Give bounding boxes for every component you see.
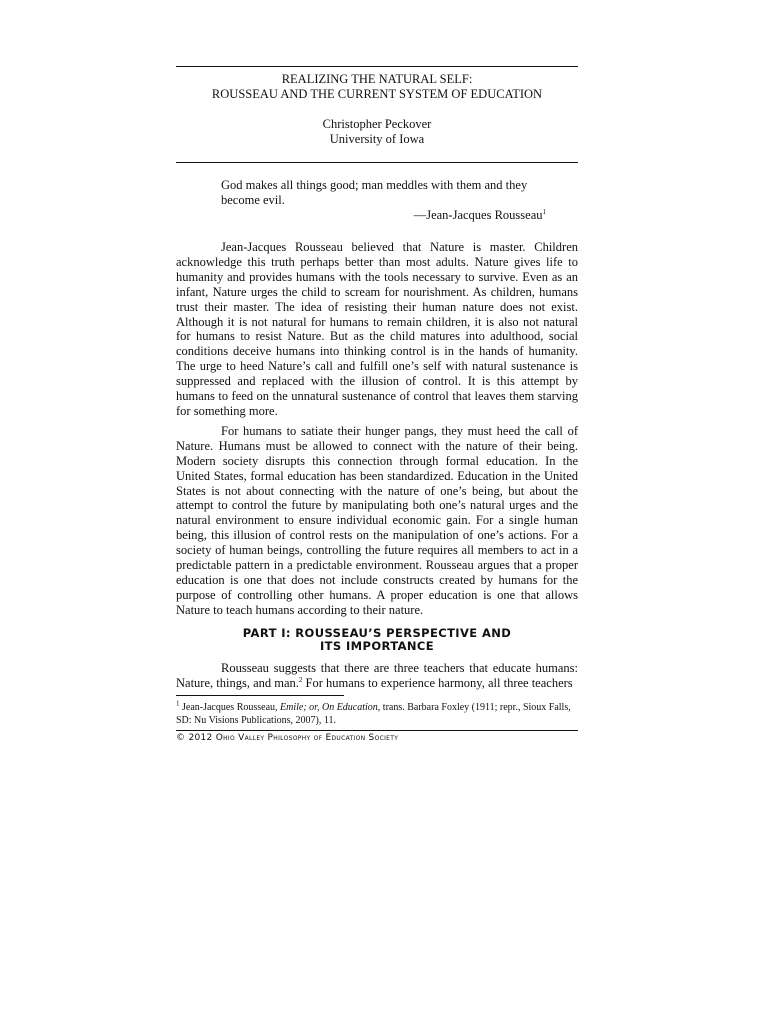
body-paragraph-2: For humans to satiate their hunger pangs, they must heed the call of Nature. Humans must be allowed to connect with the nature of their being. Modern society disrupts this connection through formal education. In the United States, formal education has been standardized. Education in the United States is not about connecting with the nature of one’s being, but about the attempt to control the future by manipulating both one’s natural urges and the natural environment to ensure individual economic gain. For a single human being, this illusion of control rests on the manipulation of one’s actions. For a society of human beings, controlling the future requires all members to act in a predictable pattern in a predictable environment. Rousseau argues that a proper education is one that does not include constructs created by humans for the purpose of controlling other humans. A proper education is one that allows Nature to teach humans according to their nature. [176,423,578,617]
footnote-1 [176,701,578,727]
title-line-1: REALIZING THE NATURAL SELF: [281,72,473,86]
paragraph-3-text-start: Rousseau suggests that there are three teachers that educate humans: Nature, things, and man. [176,660,578,690]
header-bottom-rule [176,162,578,163]
footnote-1-text-start: Jean-Jacques Rousseau, [179,702,281,714]
paragraph-3-text-end: For humans to experience harmony, all three teachers [302,675,573,690]
epigraph [221,178,546,223]
footer-rule [176,730,578,731]
journal-page [176,0,578,744]
author-name: Christopher Peckover [322,117,432,131]
author-block [176,117,578,147]
copyright-footer: © 2012 Ohio Valley Philosophy of Education Society [176,733,399,744]
body-paragraph-3 [176,661,578,691]
footnote-1-mark: 1 [176,700,180,709]
article-title [176,72,578,102]
epigraph-quote: God makes all things good; man meddles with them and they become evil. [221,178,528,207]
author-affiliation: University of Iowa [329,132,425,146]
epigraph-attribution [221,208,546,223]
section-heading-line-1: PART I: ROUSSEAU’S PERSPECTIVE AND [242,625,512,640]
section-heading-line-2: ITS IMPORTANCE [319,638,435,653]
footnote-separator [176,695,344,696]
footnote-1-text-end: , trans. Barbara Foxley (1911; repr., Sioux Falls, SD: Nu Visions Publications, 2007), 11. [176,702,571,727]
footnote-1-book-title: Emile; or, On Education [280,702,378,714]
title-line-2: ROUSSEAU AND THE CURRENT SYSTEM OF EDUCATION [211,87,543,101]
body-paragraph-1: Jean-Jacques Rousseau believed that Nature is master. Children acknowledge this truth perhaps better than most adults. Nature gives life to humanity and provides humans with the tools necessary to survive. Even as an infant, Nature urges the child to scream for nourishment. As children, humans trust their master. The idea of resisting their human nature does not exist. Although it is not natural for humans to remain children, it is also not natural for humans to resist Nature. But as the child matures into adulthood, social conditions deceive humans into thinking control is in the hands of humanity. The urge to heed Nature’s call and fulfill one’s self with natural sustenance is suppressed and replaced with the illusion of control. It is this attempt by humans to feed on the unnatural sustenance of control that leaves them starving for something more. [176,240,578,418]
epigraph-attribution-text: —Jean-Jacques Rousseau [413,208,543,222]
paragraph-3-footnote-mark[interactable]: 2 [298,675,303,684]
epigraph-footnote-mark[interactable]: 1 [542,207,546,216]
header-top-rule [176,66,578,67]
section-heading [176,627,578,653]
